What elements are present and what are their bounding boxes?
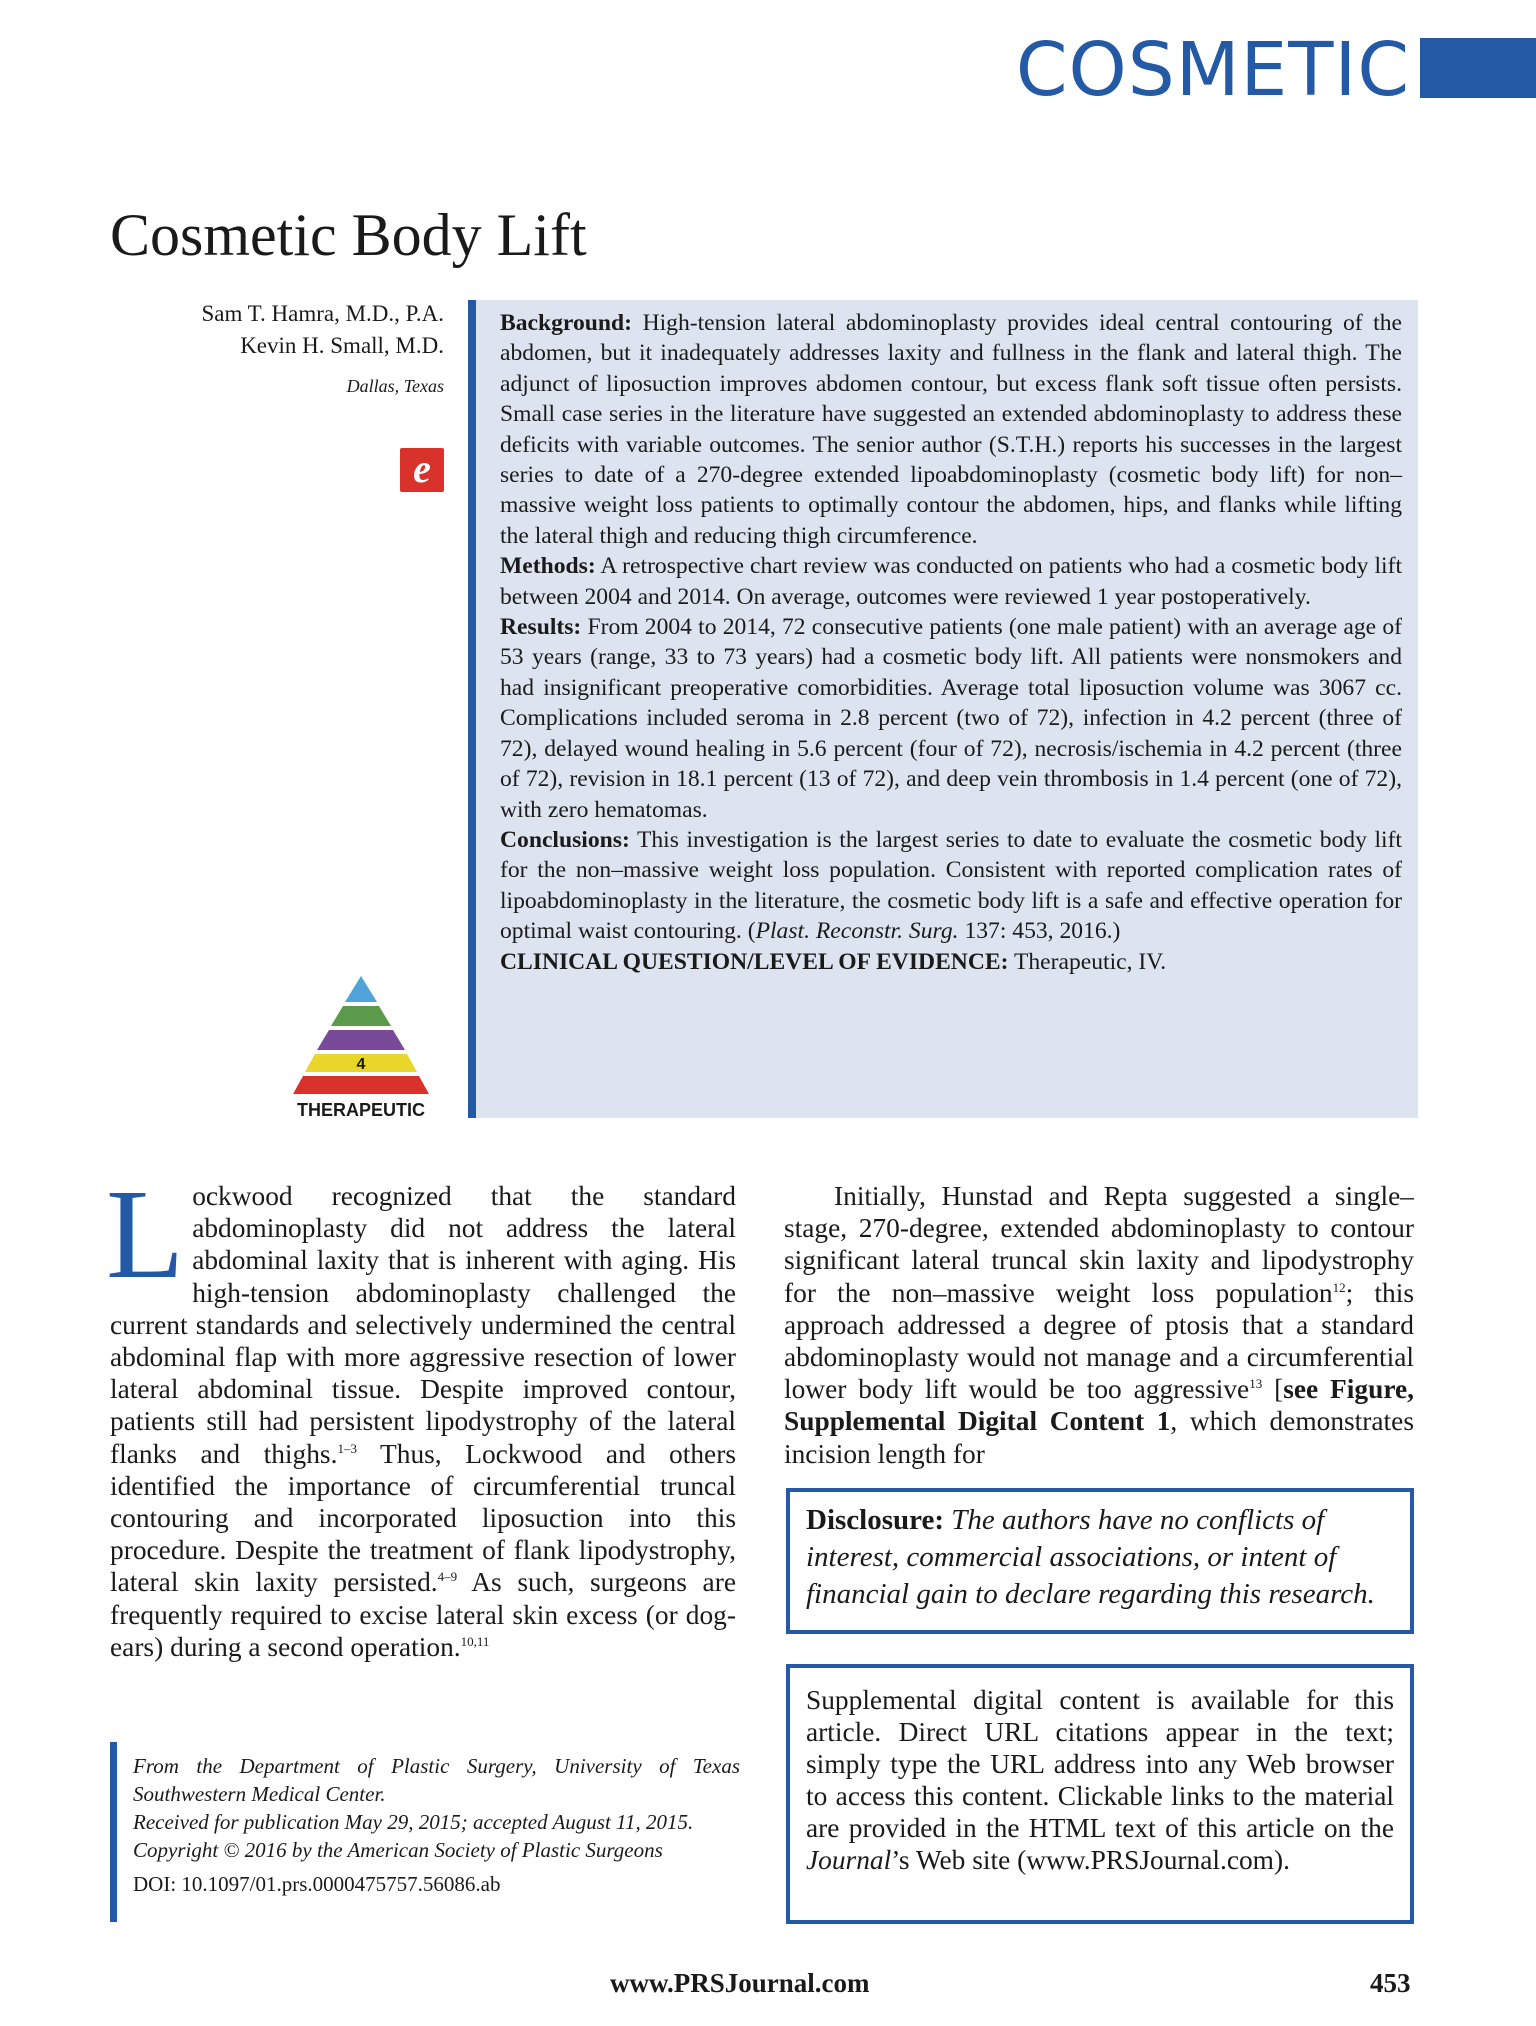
supplemental-figure-link[interactable]: see Figure, Supplemental Digital Content 1: [784, 1374, 1414, 1437]
reference-superscript[interactable]: 4–9: [437, 1569, 458, 1585]
author-location: Dallas, Texas: [346, 376, 444, 396]
evidence-level-label: THERAPEUTIC: [296, 1100, 426, 1120]
abstract-background: [500, 308, 1402, 551]
footnote-received: Received for publication May 29, 2015; accepted August 11, 2015.: [133, 1810, 694, 1834]
footnote-department: From the Department of Plastic Surgery, University of Texas Southwestern Medical Center.: [133, 1754, 740, 1806]
reference-superscript[interactable]: 12: [1332, 1279, 1346, 1295]
section-color-bar: [1420, 38, 1536, 98]
conclusions-label: Conclusions:: [500, 826, 630, 853]
supplemental-text: Supplemental digital content is available for this article. Direct URL citations appear in the text; simply type the URL address into any Web browser to access this content. Clickable links to the material are provided in the HTML text of this article on the: [806, 1685, 1394, 1843]
citation-rest: 137: 453, 2016.): [964, 918, 1121, 945]
body-column-left: [106, 1163, 736, 1663]
disclosure-box: [786, 1488, 1414, 1634]
footnote-copyright: Copyright © 2016 by the American Society of Plastic Surgeons: [133, 1838, 663, 1862]
pyramid-level-5: [293, 1076, 429, 1094]
background-label: Background:: [500, 310, 632, 336]
body-text: Thus, Lockwood and others identified the importance of circumferential truncal contouring and incorporated liposuction into this procedure. Despite the treatment of flank lipodystrophy, lateral skin laxity persisted.: [110, 1438, 736, 1598]
loe-label: CLINICAL QUESTION/LEVEL OF EVIDENCE:: [500, 948, 1009, 975]
abstract-results: [500, 612, 1402, 825]
body-text: As such, surgeons are frequently required to excise lateral skin excess (or dog-ears) during a second operation.: [110, 1567, 736, 1662]
body-paragraph: [106, 1163, 736, 1663]
evidence-level-number: 4: [356, 1056, 366, 1073]
reference-superscript[interactable]: 1–3: [337, 1440, 357, 1456]
supplemental-text-end: ’s Web site (www.PRSJournal.com).: [891, 1845, 1290, 1875]
supplemental-journal: Journal: [806, 1845, 892, 1875]
pyramid-level-1: [345, 976, 377, 1002]
evidence-level-pyramid-icon: [283, 972, 439, 1120]
abstract-methods: [500, 551, 1402, 612]
supplemental-content-box: [786, 1664, 1414, 1924]
article-title: Cosmetic Body Lift: [110, 202, 587, 268]
body-text: , which demonstrates incision length for: [784, 1406, 1414, 1469]
results-label: Results:: [500, 614, 582, 641]
body-text: Initially, Hunstad and Repta suggested a single–stage, 270-degree, extended abdominoplasty to contour significant lateral truncal skin laxity and lipodystrophy for the non–massive weight loss population: [784, 1181, 1414, 1308]
pyramid-level-2: [331, 1006, 391, 1026]
citation-open: (: [747, 918, 756, 945]
author-list: [80, 298, 444, 362]
disclosure-label: Disclosure:: [806, 1504, 945, 1536]
reference-superscript[interactable]: 13: [1249, 1376, 1263, 1392]
disclosure-text: The authors have no conflicts of interest, commercial associations, or intent of financial gain to declare regarding this research.: [806, 1504, 1375, 1610]
conclusions-text: This investigation is the largest series to date to evaluate the cosmetic body lift for the non–massive weight loss population. Consistent with reported complication rates of lipoabdominoplasty in the literature, the cosmetic body lift is a safe and effective operation for optimal waist contouring.: [500, 826, 1402, 945]
footer-journal-url[interactable]: www.PRSJournal.com: [610, 1968, 870, 1998]
body-paragraph: [784, 1180, 1414, 1470]
loe-text: Therapeutic, IV.: [1013, 948, 1167, 975]
methods-text: A retrospective chart review was conducted on patients who had a cosmetic body lift between 2004 and 2014. On average, outcomes were reviewed 1 year postoperatively.: [500, 553, 1402, 610]
results-text: From 2004 to 2014, 72 consecutive patients (one male patient) with an average age of 53 years (range, 33 to 73 years) had a cosmetic body lift. All patients were nonsmokers and had insignificant preoperative comorbidities. Average total liposuction volume was 3067 cc. Complications included seroma in 2.8 percent (two of 72), infection in 4.2 percent (three of 72), delayed wound healing in 5.6 percent (four of 72), necrosis/ischemia in 4.2 percent (three of 72), revision in 18.1 percent (13 of 72), and deep vein thrombosis in 1.4 percent (one of 72), with zero hematomas.: [500, 614, 1402, 823]
author-name: Kevin H. Small, M.D.: [240, 333, 444, 358]
drop-cap: L: [106, 1163, 185, 1305]
author-name: Sam T. Hamra, M.D., P.A.: [201, 301, 444, 326]
article-footnote: [110, 1742, 740, 1922]
body-text: ; this approach addressed a degree of ptosis that a standard abdominoplasty would not manage and a circumferential lower body lift would be too aggressive: [784, 1277, 1414, 1405]
page-number: 453: [1370, 1968, 1411, 1998]
reference-superscript[interactable]: 10,11: [460, 1633, 490, 1649]
pyramid-level-3: [317, 1030, 405, 1050]
abstract-conclusions: [500, 825, 1402, 947]
background-text: High-tension lateral abdominoplasty provides ideal central contouring of the abdomen, but it inadequately addresses laxity and fullness in the flank and lateral thigh. The adjunct of liposuction improves abdomen contour, but excess flank soft tissue often persists. Small case series in the literature have suggested an extended abdominoplasty to address these deficits with variable outcomes. The senior author (S.T.H.) reports his successes in the largest series to date of a 270-degree extended lipoabdominoplasty (cosmetic body lift) for non–massive weight loss patients to optimally contour the abdomen, hips, and flanks while lifting the lateral thigh and reducing thigh circumference.: [500, 310, 1402, 549]
section-label: COSMETIC: [1015, 27, 1410, 113]
body-column-right: [784, 1180, 1414, 1470]
footnote-doi[interactable]: DOI: 10.1097/01.prs.0000475757.56086.ab: [133, 1872, 501, 1896]
body-text: [: [1262, 1374, 1284, 1405]
citation-journal: Plast. Reconstr. Surg.: [755, 918, 959, 945]
body-text: ockwood recognized that the standard abdominoplasty did not address the lateral abdominal laxity that is inherent with aging. His high-tension abdominoplasty challenged the current standards and selectively undermined the central abdominal flap with more aggressive resection of lower lateral abdominal tissue. Despite improved contour, patients still had persistent lipodystrophy of the lateral flanks and thighs.: [110, 1181, 736, 1469]
abstract-level-of-evidence: [500, 947, 1402, 977]
online-content-e-icon[interactable]: e: [400, 448, 444, 492]
methods-label: Methods:: [500, 553, 596, 580]
abstract-box: [468, 300, 1418, 1118]
